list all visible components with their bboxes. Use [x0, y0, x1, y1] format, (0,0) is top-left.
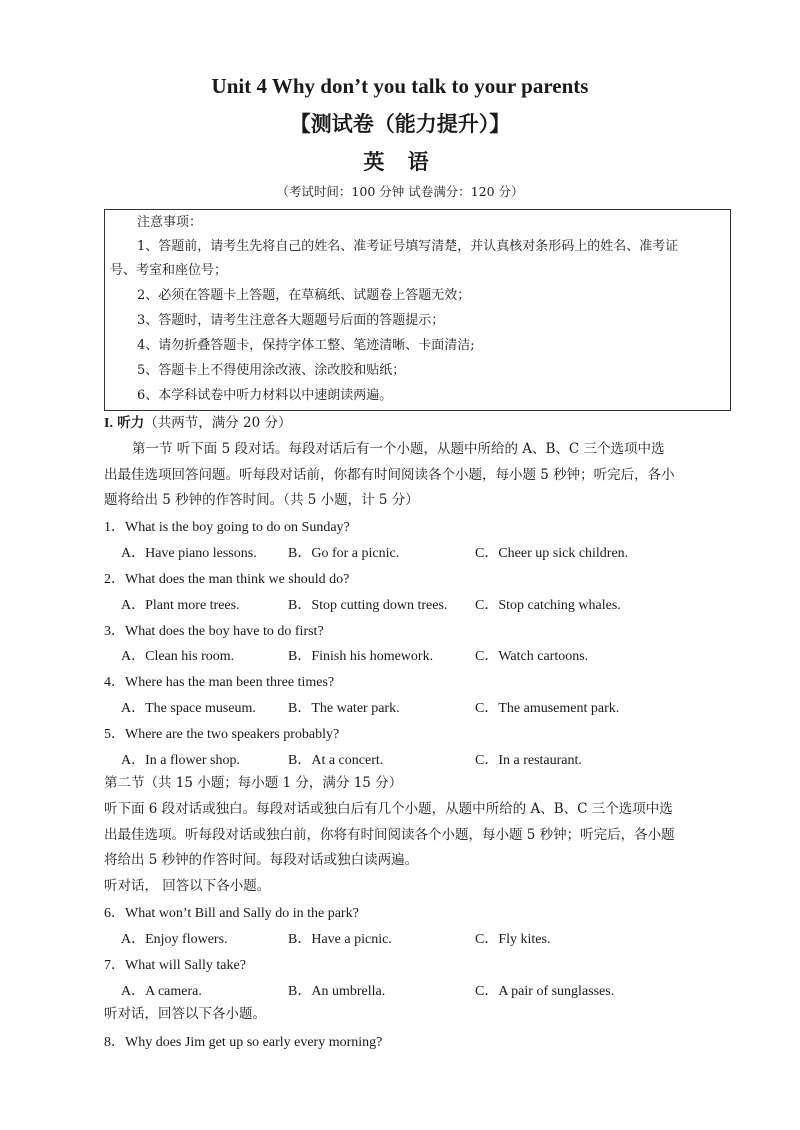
option-a: A．The space museum. — [121, 701, 256, 716]
section-roman: I. — [104, 416, 113, 431]
part1-instruction: 第一节 听下面 5 段对话。每段对话后有一个小题，从题中所给的 A、B、C 三个选项中选 — [132, 441, 665, 457]
option-b: B．Have a picnic. — [288, 932, 392, 947]
section-title: 听力 — [117, 415, 145, 431]
exam-info: （考试时间：100 分钟 试卷满分：120 分） — [276, 184, 524, 199]
option-c: C．In a restaurant. — [475, 753, 582, 768]
option-a: A．Plant more trees. — [121, 598, 240, 613]
section-score-note: （共两节，满分 20 分） — [144, 415, 292, 431]
question-text: 2．What does the man think we should do? — [104, 572, 350, 587]
document-subtitle: 【测试卷（能力提升）】 — [289, 111, 511, 136]
option-a: A．A camera. — [121, 984, 202, 999]
part2-instruction: 将给出 5 秒钟的作答时间。每段对话或独白读两遍。 — [104, 852, 419, 868]
question-text: 1．What is the boy going to do on Sunday? — [104, 520, 350, 535]
section-heading — [104, 414, 292, 433]
notice-item: 3、答题时，请考生注意各大题题号后面的答题提示； — [137, 313, 445, 328]
notice-item: 4、请勿折叠答题卡，保持字体工整、笔迹清晰、卡面清洁; — [137, 338, 475, 353]
dialogue-instruction: 听对话， 回答以下各小题。 — [104, 878, 271, 894]
option-b: B．The water park. — [288, 701, 400, 716]
question-text: 3．What does the boy have to do first? — [104, 624, 324, 639]
part1-instruction: 出最佳选项回答问题。听每段对话前，你都有时间阅读各个小题，每小题 5 秒钟；听完后，各小 — [104, 467, 675, 483]
notice-item: 6、本学科试卷中听力材料以中速朗读两遍。 — [137, 388, 393, 403]
notice-box — [104, 209, 731, 411]
option-c: C．The amusement park. — [475, 701, 620, 716]
notice-heading: 注意事项： — [137, 215, 203, 230]
option-a: A．In a flower shop. — [121, 753, 240, 768]
option-c: C．Watch cartoons. — [475, 649, 589, 664]
notice-item: 5、答题卡上不得使用涂改液、涂改胶和贴纸； — [137, 363, 406, 378]
notice-item: 1、答题前，请考生先将自己的姓名、准考证号填写清楚，并认真核对条形码上的姓名、准考证 — [137, 239, 679, 254]
option-c: C．Fly kites. — [475, 932, 551, 947]
option-b: B．Stop cutting down trees. — [288, 598, 448, 613]
question-text: 8．Why does Jim get up so early every morning? — [104, 1035, 383, 1050]
subject-title: 英 语 — [363, 149, 437, 174]
question-text: 6．What won’t Bill and Sally do in the park? — [104, 906, 359, 921]
option-b: B．Finish his homework. — [288, 649, 434, 664]
option-a: A．Have piano lessons. — [121, 546, 257, 561]
option-c: C．Stop catching whales. — [475, 598, 621, 613]
option-c: C．Cheer up sick children. — [475, 546, 629, 561]
notice-item: 2、必须在答题卡上答题，在草稿纸、试题卷上答题无效； — [137, 288, 471, 303]
part2-heading: 第二节（共 15 小题；每小题 1 分，满分 15 分） — [104, 775, 403, 791]
option-b: B．Go for a picnic. — [288, 546, 400, 561]
document-title: Unit 4 Why don’t you talk to your parents — [211, 74, 589, 98]
part1-instruction: 题将给出 5 秒钟的作答时间。（共 5 小题，计 5 分） — [104, 492, 419, 508]
option-a: A．Clean his room. — [121, 649, 235, 664]
question-text: 7．What will Sally take? — [104, 958, 246, 973]
option-b: B．At a concert. — [288, 753, 384, 768]
part2-instruction: 出最佳选项。听每段对话或独白前，你将有时间阅读各个小题，每小题 5 秒钟；听完后，各小题 — [104, 827, 675, 843]
option-c: C．A pair of sunglasses. — [475, 984, 615, 999]
question-text: 5．Where are the two speakers probably? — [104, 727, 340, 742]
dialogue-instruction: 听对话，回答以下各小题。 — [104, 1006, 266, 1022]
part2-instruction: 听下面 6 段对话或独白。每段对话或独白后有几个小题，从题中所给的 A、B、C 三个选项中选 — [104, 801, 673, 817]
question-text: 4．Where has the man been three times? — [104, 675, 335, 690]
option-b: B．An umbrella. — [288, 984, 386, 999]
option-a: A．Enjoy flowers. — [121, 932, 228, 947]
notice-item: 号、考室和座位号； — [110, 263, 228, 278]
